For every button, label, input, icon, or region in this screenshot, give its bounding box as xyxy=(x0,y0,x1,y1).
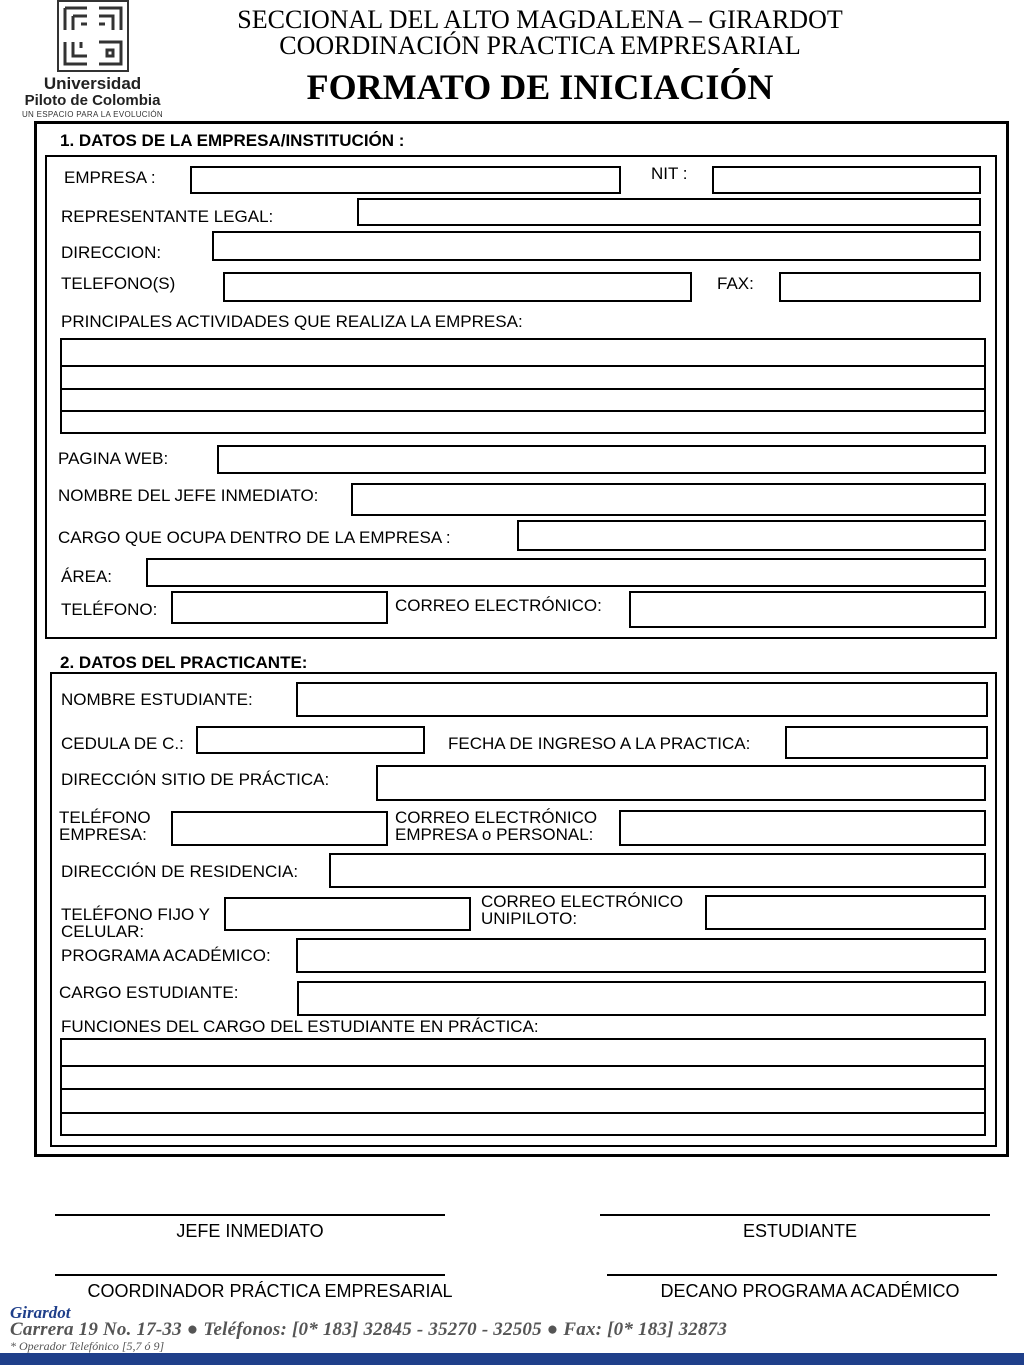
programa-field[interactable] xyxy=(296,938,986,973)
representante-field[interactable] xyxy=(357,198,981,226)
cedula-field[interactable] xyxy=(196,726,425,754)
tel-empresa-field[interactable] xyxy=(171,811,388,846)
correo-unipiloto-field[interactable] xyxy=(705,895,986,930)
nombre-estudiante-field[interactable] xyxy=(296,682,988,717)
signature-label-jefe: JEFE INMEDIATO xyxy=(176,1221,324,1241)
footer xyxy=(0,1303,1024,1365)
residencia-field[interactable] xyxy=(329,853,986,888)
footer-city: Girardot xyxy=(10,1303,71,1322)
pagina-web-field[interactable] xyxy=(217,445,986,474)
funciones-line xyxy=(62,1088,984,1090)
correo-empresa-field[interactable] xyxy=(619,810,986,846)
actividades-label: PRINCIPALES ACTIVIDADES QUE REALIZA LA EMPRESA: xyxy=(61,312,523,331)
funciones-field[interactable] xyxy=(60,1038,986,1136)
fax-field[interactable] xyxy=(779,272,981,302)
telefonos-label: TELEFONO(S) xyxy=(61,274,176,293)
telefonos-field[interactable] xyxy=(223,272,692,302)
pagina-web-label: PAGINA WEB: xyxy=(58,449,169,468)
correo-label: CORREO ELECTRÓNICO: xyxy=(395,596,602,615)
residencia-label: DIRECCIÓN DE RESIDENCIA: xyxy=(61,862,299,881)
logo-tagline: UN ESPACIO PARA LA EVOLUCIÓN xyxy=(21,110,164,119)
section1-title: 1. DATOS DE LA EMPRESA/INSTITUCIÓN : xyxy=(60,131,405,150)
nit-field[interactable] xyxy=(712,166,981,194)
correo-unipiloto-label-2: UNIPILOTO: xyxy=(481,909,578,928)
logo-name-line2: Piloto de Colombia xyxy=(24,92,161,109)
tel-empresa-label-1: TELÉFONO xyxy=(59,808,151,827)
signature-line-decano xyxy=(607,1274,997,1276)
correo-unipiloto-label-1: CORREO ELECTRÓNICO xyxy=(481,892,684,911)
tel-fijo-label-1: TELÉFONO FIJO Y xyxy=(61,905,210,924)
section2-title: 2. DATOS DEL PRACTICANTE: xyxy=(60,653,308,672)
signature-label-estudiante: ESTUDIANTE xyxy=(742,1221,857,1241)
direccion-field[interactable] xyxy=(212,231,981,261)
footer-operator: * Operador Telefónico [5,7 ó 9] xyxy=(10,1339,165,1353)
fecha-ingreso-field[interactable] xyxy=(785,726,988,759)
direccion-label: DIRECCION: xyxy=(61,243,162,262)
cargo-estudiante-field[interactable] xyxy=(297,981,986,1016)
fecha-ingreso-label: FECHA DE INGRESO A LA PRACTICA: xyxy=(448,734,751,753)
nit-label: NIT : xyxy=(651,164,688,183)
cedula-label: CEDULA DE C.: xyxy=(61,734,184,753)
tel-empresa-label-2: EMPRESA: xyxy=(59,825,147,844)
jefe-field[interactable] xyxy=(351,483,986,516)
area-label: ÁREA: xyxy=(61,567,113,586)
actividades-line xyxy=(62,388,984,390)
actividades-line xyxy=(62,410,984,412)
signature-label-coordinador: COORDINADOR PRÁCTICA EMPRESARIAL xyxy=(87,1281,453,1301)
maze-logo-icon xyxy=(57,0,129,72)
cargo-estudiante-label: CARGO ESTUDIANTE: xyxy=(59,983,239,1002)
funciones-label: FUNCIONES DEL CARGO DEL ESTUDIANTE EN PRÁCTICA: xyxy=(61,1017,539,1036)
signature-line-coordinador xyxy=(55,1274,445,1276)
form-title: FORMATO DE INICIACIÓN xyxy=(306,67,774,107)
correo-field[interactable] xyxy=(629,591,986,628)
representante-label: REPRESENTANTE LEGAL: xyxy=(61,207,274,226)
jefe-label: NOMBRE DEL JEFE INMEDIATO: xyxy=(58,486,319,505)
actividades-field[interactable] xyxy=(60,338,986,434)
area-field[interactable] xyxy=(146,558,986,587)
programa-label: PROGRAMA ACADÉMICO: xyxy=(61,946,271,965)
direccion-sitio-field[interactable] xyxy=(376,765,986,801)
signature-line-jefe xyxy=(55,1214,445,1216)
footer-bar xyxy=(0,1353,1024,1365)
actividades-line xyxy=(62,365,984,367)
empresa-label: EMPRESA : xyxy=(64,168,156,187)
nombre-estudiante-label: NOMBRE ESTUDIANTE: xyxy=(61,690,253,709)
funciones-line xyxy=(62,1065,984,1067)
telefono-label: TELÉFONO: xyxy=(61,600,158,619)
footer-address: Carrera 19 No. 17-33 ● Teléfonos: [0* 183] 32845 - 35270 - 32505 ● Fax: [0* 183] 32873 xyxy=(10,1319,728,1340)
header-line1: SECCIONAL DEL ALTO MAGDALENA – GIRARDOT xyxy=(237,5,843,34)
header-line2: COORDINACIÓN PRACTICA EMPRESARIAL xyxy=(279,31,801,60)
empresa-field[interactable] xyxy=(190,166,621,194)
fax-label: FAX: xyxy=(717,274,754,293)
correo-empresa-label-1: CORREO ELECTRÓNICO xyxy=(395,808,598,827)
signature-label-decano: DECANO PROGRAMA ACADÉMICO xyxy=(660,1281,960,1301)
university-logo xyxy=(20,0,165,122)
cargo-field[interactable] xyxy=(517,520,986,551)
signature-line-estudiante xyxy=(600,1214,990,1216)
direccion-sitio-label: DIRECCIÓN SITIO DE PRÁCTICA: xyxy=(61,770,330,789)
funciones-line xyxy=(62,1112,984,1114)
telefono-field[interactable] xyxy=(171,591,388,624)
tel-fijo-field[interactable] xyxy=(224,897,471,931)
cargo-label: CARGO QUE OCUPA DENTRO DE LA EMPRESA : xyxy=(58,528,451,547)
correo-empresa-label-2: EMPRESA o PERSONAL: xyxy=(395,825,594,844)
tel-fijo-label-2: CELULAR: xyxy=(61,922,145,941)
logo-name-line1: Universidad xyxy=(43,74,142,93)
